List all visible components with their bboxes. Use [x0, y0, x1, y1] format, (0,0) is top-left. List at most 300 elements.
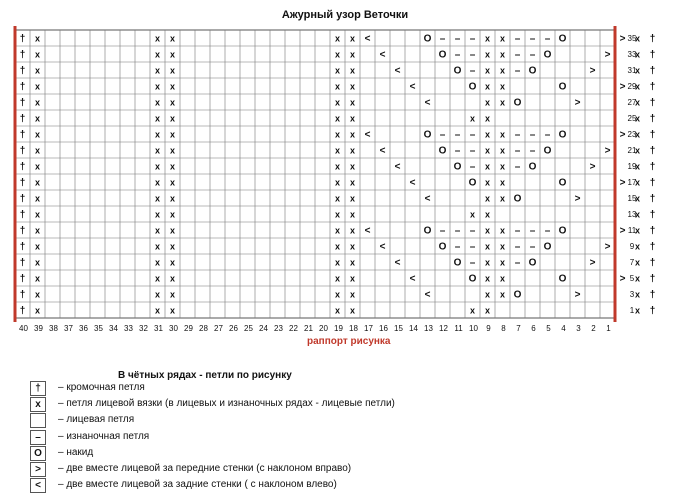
purl-stitch-mark: –: [469, 225, 476, 237]
column-number-label: 14: [409, 324, 418, 333]
knit-stitch-mark: x: [484, 81, 491, 92]
knit-stitch-mark: x: [634, 209, 641, 220]
edge-stitch-mark: †: [19, 241, 26, 253]
column-number-label: 30: [169, 324, 178, 333]
k2tog-left-mark: <: [394, 161, 401, 173]
knit-stitch-mark: x: [499, 161, 506, 172]
knit-stitch-mark: x: [349, 97, 356, 108]
edge-stitch-mark: †: [19, 49, 26, 61]
knit-stitch-mark: x: [154, 161, 161, 172]
knit-stitch-mark: x: [154, 305, 161, 316]
knit-stitch-mark: x: [349, 161, 356, 172]
edge-stitch-mark: †: [19, 193, 26, 205]
knit-stitch-mark: x: [484, 225, 491, 236]
k2tog-left-mark: <: [424, 289, 431, 301]
edge-stitch-mark: †: [19, 257, 26, 269]
purl-stitch-mark: –: [514, 49, 521, 61]
k2tog-left-mark: <: [424, 193, 431, 205]
yarn-over-mark: O: [468, 273, 477, 285]
purl-stitch-mark: –: [529, 49, 536, 61]
k2tog-right-mark: >: [574, 289, 581, 301]
knit-stitch-mark: x: [484, 113, 491, 124]
even-rows-note: В чётных рядах - петли по рисунку: [118, 370, 292, 381]
edge-stitch-mark: †: [649, 81, 656, 93]
column-number-label: 5: [546, 324, 551, 333]
knit-stitch-mark: x: [499, 65, 506, 76]
column-number-label: 7: [516, 324, 521, 333]
column-number-label: 8: [501, 324, 506, 333]
k2tog-left-mark: <: [364, 225, 371, 237]
knit-stitch-mark: x: [349, 81, 356, 92]
knit-stitch-mark: x: [334, 161, 341, 172]
k2tog-right-mark: >: [589, 65, 596, 77]
knit-stitch-mark: x: [349, 177, 356, 188]
knit-stitch-mark: x: [169, 177, 176, 188]
knit-stitch-mark: x: [499, 193, 506, 204]
edge-stitch-mark: †: [19, 33, 26, 45]
knit-stitch-mark: x: [334, 257, 341, 268]
legend-description: – петля лицевой вязки (в лицевых и изнаночных рядах - лицевые петли): [58, 398, 395, 410]
edge-stitch-mark: †: [19, 305, 26, 317]
column-number-label: 11: [454, 324, 463, 333]
knit-stitch-mark: x: [349, 209, 356, 220]
knit-stitch-mark: x: [34, 113, 41, 124]
knit-stitch-mark: x: [169, 33, 176, 44]
yarn-over-mark: O: [468, 81, 477, 93]
edge-stitch-mark: †: [649, 145, 656, 157]
column-number-label: 2: [591, 324, 596, 333]
row-number-label: 13: [627, 210, 637, 219]
knit-stitch-mark: x: [484, 273, 491, 284]
knit-stitch-mark: x: [169, 97, 176, 108]
column-number-label: 13: [424, 324, 433, 333]
purl-stitch-mark: –: [514, 129, 521, 141]
purl-stitch-mark: –: [544, 33, 551, 45]
knit-stitch-mark: x: [334, 241, 341, 252]
knit-stitch-mark: x: [34, 241, 41, 252]
row-number-label: 27: [627, 98, 637, 107]
yarn-over-mark: O: [558, 225, 567, 237]
knit-stitch-mark: x: [34, 49, 41, 60]
edge-stitch-mark: †: [649, 97, 656, 109]
knit-stitch-mark: x: [634, 289, 641, 300]
knit-stitch-mark: x: [499, 145, 506, 156]
k2tog-right-mark: >: [619, 129, 626, 141]
row-number-label: 9: [629, 242, 635, 251]
column-number-label: 35: [94, 324, 103, 333]
knit-stitch-mark: x: [349, 193, 356, 204]
knit-stitch-mark: x: [349, 257, 356, 268]
column-number-label: 22: [289, 324, 298, 333]
row-number-label: 25: [627, 114, 637, 123]
yarn-over-mark: O: [423, 225, 432, 237]
k2tog-right-mark: >: [589, 161, 596, 173]
knit-stitch-mark: x: [634, 33, 641, 44]
column-number-label: 28: [199, 324, 208, 333]
yarn-over-mark: O: [513, 97, 522, 109]
knit-stitch-mark: x: [154, 145, 161, 156]
knit-stitch-mark: x: [484, 129, 491, 140]
knit-stitch-mark: x: [634, 145, 641, 156]
yarn-over-mark: O: [438, 241, 447, 253]
edge-stitch-mark: †: [649, 193, 656, 205]
knit-stitch-mark: x: [334, 305, 341, 316]
column-number-label: 32: [139, 324, 148, 333]
purl-stitch-mark: –: [469, 145, 476, 157]
legend-description: – изнаночная петля: [58, 430, 150, 442]
column-number-label: 29: [184, 324, 193, 333]
purl-stitch-mark: –: [529, 241, 536, 253]
purl-stitch-mark: –: [514, 145, 521, 157]
k2tog-right-mark: >: [619, 273, 626, 285]
knit-stitch-mark: x: [169, 193, 176, 204]
edge-stitch-mark: †: [649, 225, 656, 237]
column-number-label: 23: [274, 324, 283, 333]
knit-stitch-mark: x: [349, 49, 356, 60]
knit-stitch-mark: x: [34, 177, 41, 188]
knit-stitch-mark: x: [34, 225, 41, 236]
knit-stitch-mark: x: [169, 305, 176, 316]
knit-stitch-mark: x: [34, 289, 41, 300]
yarn-over-mark: O: [513, 193, 522, 205]
row-number-label: 31: [627, 66, 637, 75]
column-number-label: 39: [34, 324, 43, 333]
knit-stitch-mark: x: [334, 129, 341, 140]
k2tog-right-mark: >: [604, 49, 611, 61]
knit-stitch-mark: x: [34, 33, 41, 44]
legend-symbol: x: [30, 397, 46, 412]
purl-stitch-mark: –: [529, 225, 536, 237]
column-number-label: 10: [469, 324, 478, 333]
knit-stitch-mark: x: [484, 305, 491, 316]
knit-stitch-mark: x: [34, 145, 41, 156]
purl-stitch-mark: –: [544, 129, 551, 141]
knit-stitch-mark: x: [334, 209, 341, 220]
column-number-label: 34: [109, 324, 118, 333]
knit-stitch-mark: x: [154, 257, 161, 268]
yarn-over-mark: O: [558, 33, 567, 45]
purl-stitch-mark: –: [514, 161, 521, 173]
k2tog-left-mark: <: [379, 145, 386, 157]
k2tog-right-mark: >: [619, 33, 626, 45]
column-number-label: 6: [531, 324, 536, 333]
knit-stitch-mark: x: [154, 81, 161, 92]
knit-stitch-mark: x: [154, 225, 161, 236]
yarn-over-mark: O: [423, 129, 432, 141]
column-number-label: 9: [486, 324, 491, 333]
knit-stitch-mark: x: [484, 257, 491, 268]
column-number-label: 15: [394, 324, 403, 333]
knit-stitch-mark: x: [484, 241, 491, 252]
knit-stitch-mark: x: [34, 193, 41, 204]
edge-stitch-mark: †: [649, 161, 656, 173]
legend-symbol: [30, 413, 46, 428]
knit-stitch-mark: x: [34, 257, 41, 268]
knit-stitch-mark: x: [634, 241, 641, 252]
yarn-over-mark: O: [528, 257, 537, 269]
knit-stitch-mark: x: [634, 65, 641, 76]
purl-stitch-mark: –: [544, 225, 551, 237]
purl-stitch-mark: –: [439, 225, 446, 237]
knit-stitch-mark: x: [334, 289, 341, 300]
purl-stitch-mark: –: [469, 129, 476, 141]
purl-stitch-mark: –: [454, 129, 461, 141]
row-number-label: 11: [627, 226, 637, 235]
knit-stitch-mark: x: [334, 145, 341, 156]
row-number-label: 1: [629, 306, 635, 315]
knit-stitch-mark: x: [169, 257, 176, 268]
knit-stitch-mark: x: [334, 193, 341, 204]
purl-stitch-mark: –: [454, 145, 461, 157]
k2tog-right-mark: >: [619, 81, 626, 93]
row-number-label: 33: [627, 50, 637, 59]
legend-description: – две вместе лицевой за задние стенки ( с наклоном влево): [58, 479, 337, 491]
knit-stitch-mark: x: [169, 209, 176, 220]
legend-symbol: <: [30, 478, 46, 493]
knit-stitch-mark: x: [334, 33, 341, 44]
purl-stitch-mark: –: [454, 225, 461, 237]
knit-stitch-mark: x: [169, 113, 176, 124]
knit-stitch-mark: x: [154, 97, 161, 108]
knit-stitch-mark: x: [34, 65, 41, 76]
purl-stitch-mark: –: [469, 65, 476, 77]
knit-stitch-mark: x: [154, 113, 161, 124]
yarn-over-mark: O: [558, 177, 567, 189]
purl-stitch-mark: –: [439, 129, 446, 141]
chart-title: Ажурный узор Веточки: [281, 9, 409, 21]
yarn-over-mark: O: [438, 145, 447, 157]
knit-stitch-mark: x: [634, 225, 641, 236]
purl-stitch-mark: –: [514, 33, 521, 45]
column-number-label: 16: [379, 324, 388, 333]
column-number-label: 33: [124, 324, 133, 333]
knit-stitch-mark: x: [349, 241, 356, 252]
column-number-label: 38: [49, 324, 58, 333]
edge-stitch-mark: †: [649, 65, 656, 77]
purl-stitch-mark: –: [529, 145, 536, 157]
knit-stitch-mark: x: [349, 129, 356, 140]
purl-stitch-mark: –: [469, 257, 476, 269]
knit-stitch-mark: x: [154, 209, 161, 220]
row-number-label: 7: [629, 258, 635, 267]
knit-stitch-mark: x: [484, 161, 491, 172]
knit-stitch-mark: x: [34, 273, 41, 284]
row-number-label: 21: [627, 146, 637, 155]
edge-stitch-mark: †: [649, 209, 656, 221]
knit-stitch-mark: x: [634, 273, 641, 284]
knit-stitch-mark: x: [154, 177, 161, 188]
purl-stitch-mark: –: [469, 49, 476, 61]
knit-stitch-mark: x: [484, 289, 491, 300]
knit-stitch-mark: x: [154, 49, 161, 60]
column-number-label: 21: [304, 324, 313, 333]
purl-stitch-mark: –: [454, 241, 461, 253]
edge-stitch-mark: †: [649, 305, 656, 317]
knit-stitch-mark: x: [499, 97, 506, 108]
edge-stitch-mark: †: [19, 177, 26, 189]
k2tog-right-mark: >: [604, 241, 611, 253]
yarn-over-mark: O: [438, 49, 447, 61]
yarn-over-mark: O: [513, 289, 522, 301]
knit-stitch-mark: x: [169, 145, 176, 156]
row-number-label: 35: [627, 34, 637, 43]
knit-stitch-mark: x: [484, 177, 491, 188]
knit-stitch-mark: x: [349, 305, 356, 316]
yarn-over-mark: O: [528, 161, 537, 173]
yarn-over-mark: O: [453, 65, 462, 77]
edge-stitch-mark: †: [19, 145, 26, 157]
knit-stitch-mark: x: [634, 49, 641, 60]
edge-stitch-mark: †: [649, 289, 656, 301]
legend-symbol: †: [30, 381, 46, 396]
knit-stitch-mark: x: [349, 145, 356, 156]
knit-stitch-mark: x: [634, 113, 641, 124]
purl-stitch-mark: –: [454, 49, 461, 61]
knit-stitch-mark: x: [499, 33, 506, 44]
edge-stitch-mark: †: [649, 273, 656, 285]
column-number-label: 27: [214, 324, 223, 333]
column-number-label: 37: [64, 324, 73, 333]
knit-stitch-mark: x: [499, 289, 506, 300]
knit-stitch-mark: x: [634, 81, 641, 92]
legend-symbol: >: [30, 462, 46, 477]
knit-stitch-mark: x: [334, 225, 341, 236]
knit-stitch-mark: x: [634, 193, 641, 204]
knit-stitch-mark: x: [334, 49, 341, 60]
knit-stitch-mark: x: [34, 305, 41, 316]
column-number-label: 40: [19, 324, 28, 333]
edge-stitch-mark: †: [649, 177, 656, 189]
edge-stitch-mark: †: [649, 129, 656, 141]
knit-stitch-mark: x: [169, 225, 176, 236]
knit-stitch-mark: x: [634, 177, 641, 188]
column-number-label: 1: [606, 324, 611, 333]
yarn-over-mark: O: [453, 257, 462, 269]
yarn-over-mark: O: [468, 177, 477, 189]
edge-stitch-mark: †: [19, 209, 26, 221]
yarn-over-mark: O: [558, 273, 567, 285]
k2tog-left-mark: <: [409, 273, 416, 285]
column-number-label: 25: [244, 324, 253, 333]
column-number-label: 24: [259, 324, 268, 333]
purl-stitch-mark: –: [469, 241, 476, 253]
knit-stitch-mark: x: [169, 49, 176, 60]
knit-stitch-mark: x: [499, 257, 506, 268]
knit-stitch-mark: x: [634, 129, 641, 140]
legend-symbol: –: [30, 430, 46, 445]
knit-stitch-mark: x: [169, 161, 176, 172]
knit-stitch-mark: x: [169, 289, 176, 300]
purl-stitch-mark: –: [514, 225, 521, 237]
rapport-label: раппорт рисунка: [307, 336, 391, 347]
edge-stitch-mark: †: [19, 113, 26, 125]
knit-stitch-mark: x: [484, 145, 491, 156]
k2tog-right-mark: >: [574, 97, 581, 109]
knit-stitch-mark: x: [349, 289, 356, 300]
knit-stitch-mark: x: [349, 65, 356, 76]
knit-stitch-mark: x: [469, 113, 476, 124]
knit-stitch-mark: x: [349, 113, 356, 124]
knit-stitch-mark: x: [34, 161, 41, 172]
knit-stitch-mark: x: [154, 193, 161, 204]
knit-stitch-mark: x: [169, 241, 176, 252]
edge-stitch-mark: †: [19, 129, 26, 141]
edge-stitch-mark: †: [19, 225, 26, 237]
knit-stitch-mark: x: [499, 273, 506, 284]
row-number-label: 29: [627, 82, 637, 91]
knit-stitch-mark: x: [154, 289, 161, 300]
legend-symbol: O: [30, 446, 46, 461]
column-number-label: 26: [229, 324, 238, 333]
edge-stitch-mark: †: [649, 113, 656, 125]
k2tog-left-mark: <: [364, 33, 371, 45]
purl-stitch-mark: –: [469, 161, 476, 173]
knit-stitch-mark: x: [154, 33, 161, 44]
knit-stitch-mark: x: [34, 97, 41, 108]
purl-stitch-mark: –: [439, 33, 446, 45]
knit-stitch-mark: x: [34, 129, 41, 140]
knit-stitch-mark: x: [154, 129, 161, 140]
knit-stitch-mark: x: [499, 129, 506, 140]
knit-stitch-mark: x: [154, 241, 161, 252]
purl-stitch-mark: –: [514, 241, 521, 253]
knit-stitch-mark: x: [334, 81, 341, 92]
purl-stitch-mark: –: [514, 257, 521, 269]
edge-stitch-mark: †: [19, 97, 26, 109]
edge-stitch-mark: †: [19, 273, 26, 285]
yarn-over-mark: O: [528, 65, 537, 77]
knit-stitch-mark: x: [154, 65, 161, 76]
knit-stitch-mark: x: [499, 225, 506, 236]
knit-stitch-mark: x: [499, 81, 506, 92]
yarn-over-mark: O: [543, 145, 552, 157]
knit-stitch-mark: x: [334, 65, 341, 76]
row-number-label: 19: [627, 162, 637, 171]
purl-stitch-mark: –: [529, 33, 536, 45]
knit-stitch-mark: x: [169, 65, 176, 76]
column-number-label: 36: [79, 324, 88, 333]
edge-stitch-mark: †: [649, 241, 656, 253]
edge-stitch-mark: †: [19, 161, 26, 173]
knit-stitch-mark: x: [469, 209, 476, 220]
knit-stitch-mark: x: [484, 209, 491, 220]
purl-stitch-mark: –: [514, 65, 521, 77]
legend-description: – кромочная петля: [58, 382, 145, 393]
knit-stitch-mark: x: [169, 129, 176, 140]
k2tog-right-mark: >: [619, 177, 626, 189]
knit-stitch-mark: x: [34, 209, 41, 220]
yarn-over-mark: O: [543, 49, 552, 61]
knit-stitch-mark: x: [334, 113, 341, 124]
yarn-over-mark: O: [543, 241, 552, 253]
legend-description: – лицевая петля: [58, 414, 135, 426]
purl-stitch-mark: –: [454, 33, 461, 45]
k2tog-left-mark: <: [379, 49, 386, 61]
edge-stitch-mark: †: [649, 257, 656, 269]
row-number-label: 23: [627, 130, 637, 139]
knit-stitch-mark: x: [484, 65, 491, 76]
knit-stitch-mark: x: [169, 81, 176, 92]
knit-stitch-mark: x: [484, 193, 491, 204]
row-number-label: 17: [627, 178, 637, 187]
knit-stitch-mark: x: [34, 81, 41, 92]
purl-stitch-mark: –: [529, 129, 536, 141]
k2tog-right-mark: >: [619, 225, 626, 237]
yarn-over-mark: O: [558, 81, 567, 93]
k2tog-left-mark: <: [409, 177, 416, 189]
column-number-label: 20: [319, 324, 328, 333]
knit-stitch-mark: x: [349, 225, 356, 236]
